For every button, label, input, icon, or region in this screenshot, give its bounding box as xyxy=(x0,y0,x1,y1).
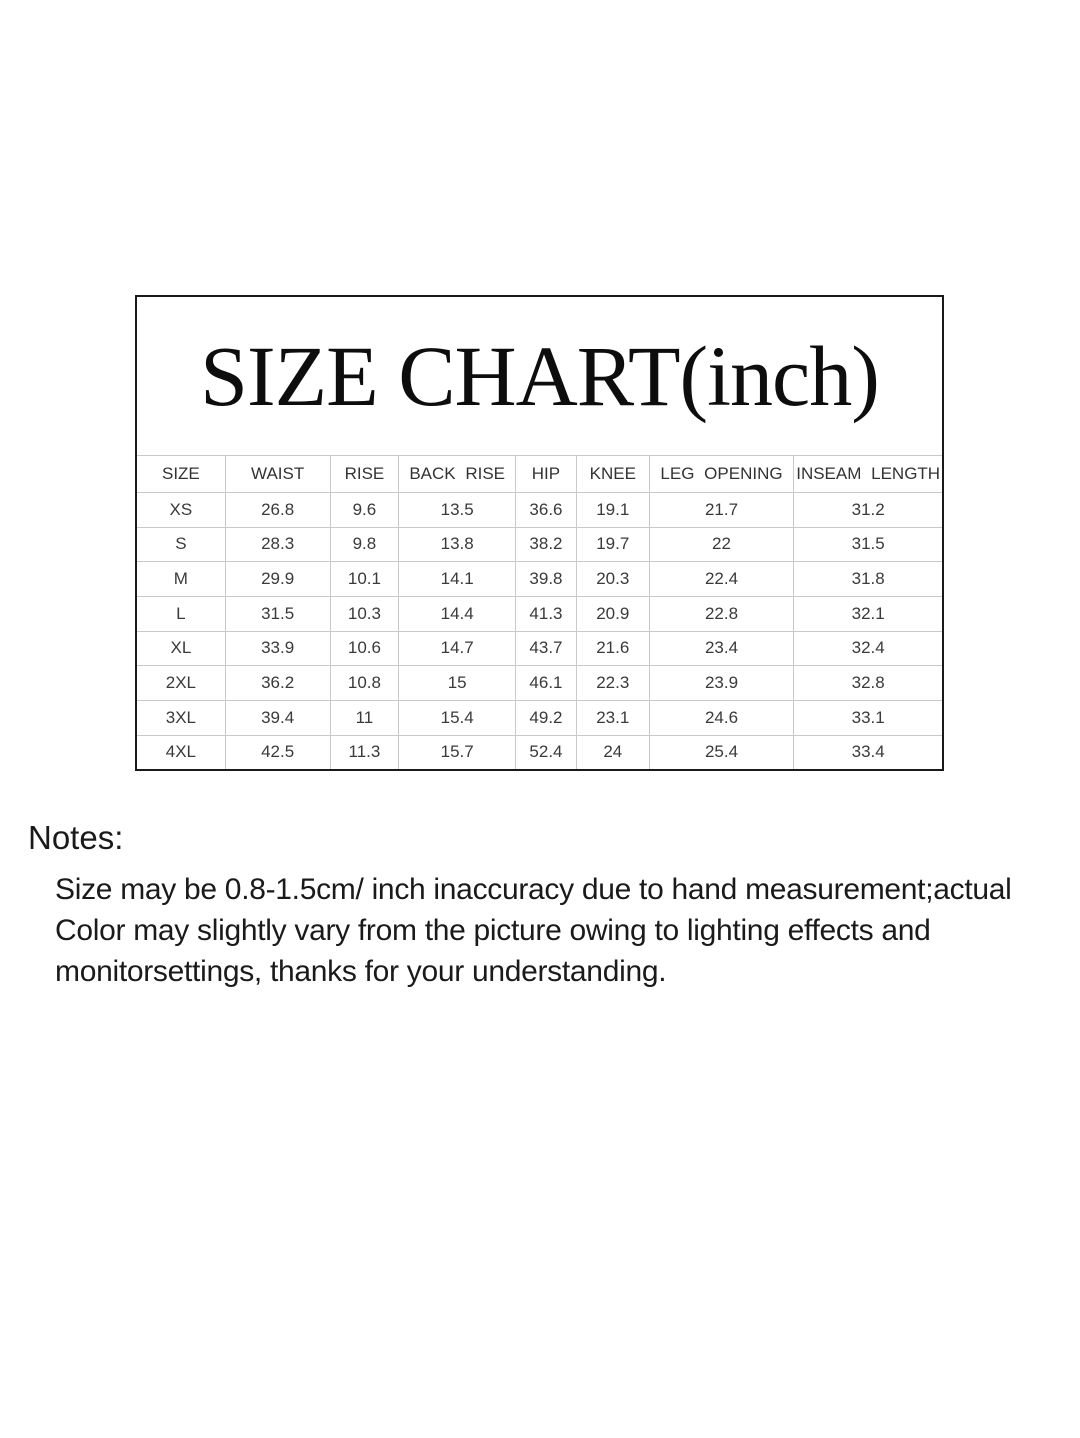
measurement-cell: 15.4 xyxy=(399,700,516,735)
measurement-cell: 13.8 xyxy=(399,527,516,562)
measurement-cell: 15.7 xyxy=(399,735,516,769)
measurement-cell: 33.4 xyxy=(794,735,942,769)
measurement-cell: 52.4 xyxy=(516,735,577,769)
size-cell: M xyxy=(137,562,225,597)
measurement-cell: 29.9 xyxy=(225,562,330,597)
measurement-cell: 21.6 xyxy=(576,631,649,666)
header-row xyxy=(137,456,942,493)
measurement-cell: 22.8 xyxy=(649,596,794,631)
measurement-cell: 10.6 xyxy=(330,631,399,666)
measurement-cell: 33.9 xyxy=(225,631,330,666)
measurement-cell: 32.8 xyxy=(794,666,942,701)
measurement-cell: 24.6 xyxy=(649,700,794,735)
column-header: HIP xyxy=(516,456,577,493)
column-header: SIZE xyxy=(137,456,225,493)
size-cell: 4XL xyxy=(137,735,225,769)
measurement-cell: 9.8 xyxy=(330,527,399,562)
measurement-cell: 19.7 xyxy=(576,527,649,562)
table-body xyxy=(137,493,942,770)
measurement-cell: 31.5 xyxy=(225,596,330,631)
table-row xyxy=(137,596,942,631)
measurement-cell: 49.2 xyxy=(516,700,577,735)
size-cell: S xyxy=(137,527,225,562)
measurement-cell: 31.2 xyxy=(794,493,942,528)
notes-line: monitorsettings, thanks for your understanding. xyxy=(55,955,667,988)
measurement-cell: 31.5 xyxy=(794,527,942,562)
notes-body xyxy=(55,869,1068,992)
notes-line: Color may slightly vary from the picture owing to lighting effects and xyxy=(55,914,931,947)
measurement-cell: 43.7 xyxy=(516,631,577,666)
size-chart-panel xyxy=(135,295,944,771)
measurement-cell: 11.3 xyxy=(330,735,399,769)
measurement-cell: 39.8 xyxy=(516,562,577,597)
table-row xyxy=(137,700,942,735)
column-header: RISE xyxy=(330,456,399,493)
measurement-cell: 20.9 xyxy=(576,596,649,631)
measurement-cell: 10.1 xyxy=(330,562,399,597)
measurement-cell: 25.4 xyxy=(649,735,794,769)
size-chart-title: SIZE CHART(inch) xyxy=(200,328,879,424)
notes-section xyxy=(28,818,1068,992)
notes-label: Notes: xyxy=(28,819,124,856)
table-row xyxy=(137,562,942,597)
size-cell: XL xyxy=(137,631,225,666)
measurement-cell: 42.5 xyxy=(225,735,330,769)
column-header: BACK RISE xyxy=(399,456,516,493)
measurement-cell: 21.7 xyxy=(649,493,794,528)
measurement-cell: 24 xyxy=(576,735,649,769)
measurement-cell: 19.1 xyxy=(576,493,649,528)
table-row xyxy=(137,631,942,666)
column-header: LEG OPENING xyxy=(649,456,794,493)
measurement-cell: 23.4 xyxy=(649,631,794,666)
measurement-cell: 14.4 xyxy=(399,596,516,631)
size-cell: 2XL xyxy=(137,666,225,701)
table-row xyxy=(137,493,942,528)
measurement-cell: 22.4 xyxy=(649,562,794,597)
measurement-cell: 36.6 xyxy=(516,493,577,528)
column-header: INSEAM LENGTH xyxy=(794,456,942,493)
measurement-cell: 39.4 xyxy=(225,700,330,735)
measurement-cell: 13.5 xyxy=(399,493,516,528)
size-cell: 3XL xyxy=(137,700,225,735)
measurement-cell: 28.3 xyxy=(225,527,330,562)
table-row xyxy=(137,527,942,562)
measurement-cell: 23.9 xyxy=(649,666,794,701)
measurement-cell: 11 xyxy=(330,700,399,735)
measurement-cell: 15 xyxy=(399,666,516,701)
measurement-cell: 10.3 xyxy=(330,596,399,631)
measurement-cell: 14.7 xyxy=(399,631,516,666)
measurement-cell: 26.8 xyxy=(225,493,330,528)
measurement-cell: 23.1 xyxy=(576,700,649,735)
measurement-cell: 32.4 xyxy=(794,631,942,666)
measurement-cell: 32.1 xyxy=(794,596,942,631)
measurement-cell: 10.8 xyxy=(330,666,399,701)
measurement-cell: 22 xyxy=(649,527,794,562)
measurement-cell: 33.1 xyxy=(794,700,942,735)
measurement-cell: 22.3 xyxy=(576,666,649,701)
table-row xyxy=(137,735,942,769)
column-header: KNEE xyxy=(576,456,649,493)
size-chart-table xyxy=(137,455,942,769)
measurement-cell: 20.3 xyxy=(576,562,649,597)
measurement-cell: 14.1 xyxy=(399,562,516,597)
size-cell: XS xyxy=(137,493,225,528)
measurement-cell: 38.2 xyxy=(516,527,577,562)
table-row xyxy=(137,666,942,701)
size-cell: L xyxy=(137,596,225,631)
measurement-cell: 41.3 xyxy=(516,596,577,631)
notes-line: Size may be 0.8-1.5cm/ inch inaccuracy due to hand measurement;actual xyxy=(55,873,1012,906)
measurement-cell: 31.8 xyxy=(794,562,942,597)
column-header: WAIST xyxy=(225,456,330,493)
measurement-cell: 46.1 xyxy=(516,666,577,701)
measurement-cell: 36.2 xyxy=(225,666,330,701)
measurement-cell: 9.6 xyxy=(330,493,399,528)
